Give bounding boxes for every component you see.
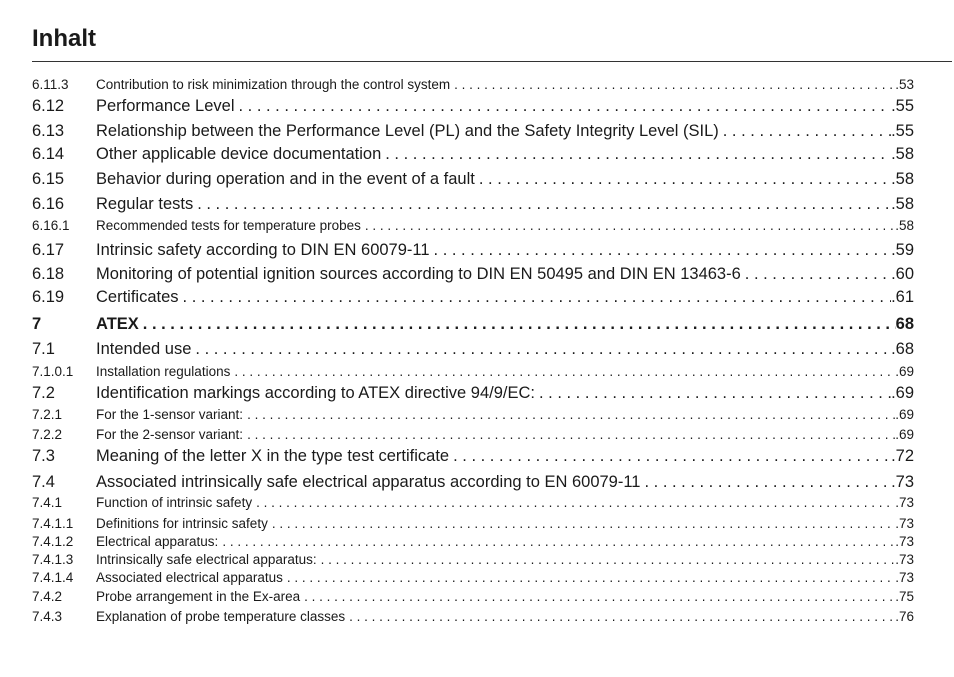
toc-leader-dots <box>283 570 895 585</box>
toc-leader-dots <box>430 241 892 260</box>
toc-entry-number: 7.4.1.2 <box>32 534 74 549</box>
toc-entry-page: .61 <box>891 288 914 306</box>
toc-entry-page: .55 <box>891 122 914 140</box>
toc-entry[interactable] <box>32 473 914 492</box>
toc-leader-dots <box>193 195 891 214</box>
toc-entry-title: Contribution to risk minimization through the control system <box>96 77 451 92</box>
toc-entry-number: 7.4.2 <box>32 589 63 604</box>
toc-entry[interactable] <box>32 97 914 116</box>
toc-entry[interactable] <box>32 552 914 567</box>
toc-entry-number: 7.1.0.1 <box>32 364 74 379</box>
toc-leader-dots <box>230 364 895 379</box>
toc-entry-number: 7.4.1.4 <box>32 570 74 585</box>
toc-leader-dots <box>139 315 896 334</box>
toc-entry-page: .76 <box>895 609 914 624</box>
toc-entry[interactable] <box>32 122 914 141</box>
toc-entry-page: .72 <box>891 447 914 465</box>
toc-leader-dots <box>191 340 891 359</box>
toc-entry-page: .73 <box>895 552 914 567</box>
toc-entry-title: Relationship between the Performance Level (PL) and the Safety Integrity Level (SIL) <box>96 122 719 140</box>
toc-entry[interactable] <box>32 241 914 260</box>
toc-entry-page: .69 <box>891 384 914 402</box>
toc-entry-page: .58 <box>895 218 914 233</box>
toc-entry[interactable] <box>32 195 914 214</box>
toc-leader-dots <box>719 122 891 141</box>
toc-entry-page: .58 <box>891 195 914 213</box>
toc-entry-number: 7.2 <box>32 384 55 402</box>
toc-entry-number: 7.4.1.1 <box>32 516 74 531</box>
toc-entry-title: ATEX <box>96 315 139 333</box>
toc-leader-dots <box>179 288 892 307</box>
toc-entry-page: .55 <box>891 97 914 115</box>
toc-entry[interactable] <box>32 364 914 379</box>
toc-leader-dots <box>345 609 895 624</box>
toc-leader-dots <box>640 473 891 492</box>
toc-entry-title: Function of intrinsic safety <box>96 495 253 510</box>
toc-entry-number: 6.15 <box>32 170 65 188</box>
toc-leader-dots <box>317 552 896 567</box>
toc-entry-number: 6.16 <box>32 195 65 213</box>
toc-entry-title: Probe arrangement in the Ex-area <box>96 589 301 604</box>
page-title: Inhalt <box>32 25 96 52</box>
toc-entry[interactable] <box>32 77 914 92</box>
toc-leader-dots <box>235 97 892 116</box>
toc-chapter-entry[interactable] <box>32 315 914 334</box>
toc-entry-title: Definitions for intrinsic safety <box>96 516 268 531</box>
toc-entry-number: 6.18 <box>32 265 65 283</box>
toc-entry[interactable] <box>32 340 914 359</box>
toc-entry-page: .60 <box>891 265 914 283</box>
toc-entry-page: .68 <box>891 340 914 358</box>
toc-entry-title: Electrical apparatus: <box>96 534 219 549</box>
toc-leader-dots <box>535 384 891 403</box>
toc-entry-page: .75 <box>895 589 914 604</box>
toc-entry[interactable] <box>32 427 914 442</box>
toc-entry-page: .58 <box>891 145 914 163</box>
toc-entry[interactable] <box>32 589 914 604</box>
toc-leader-dots <box>243 427 895 442</box>
toc-entry-number: 7.4.1.3 <box>32 552 74 567</box>
toc-entry-title: For the 1-sensor variant: <box>96 407 244 422</box>
toc-entry-number: 6.14 <box>32 145 65 163</box>
toc-leader-dots <box>218 534 895 549</box>
toc-entry-title: Performance Level <box>96 97 235 115</box>
toc-entry-number: 6.17 <box>32 241 65 259</box>
toc-entry-title: Intrinsically safe electrical apparatus: <box>96 552 317 567</box>
toc-leader-dots <box>741 265 891 284</box>
toc-entry[interactable] <box>32 145 914 164</box>
toc-entry-page: .69 <box>895 364 914 379</box>
toc-entry[interactable] <box>32 288 914 307</box>
toc-entry-number: 7.2.1 <box>32 407 63 422</box>
toc-entry-page: .53 <box>895 77 914 92</box>
toc-entry[interactable] <box>32 447 914 466</box>
toc-entry-page: 68 <box>895 315 914 333</box>
toc-entry-title: Associated intrinsically safe electrical apparatus according to EN 60079-11 <box>96 473 641 491</box>
toc-entry-page: .73 <box>895 495 914 510</box>
toc-entry-title: Intrinsic safety according to DIN EN 60079-11 <box>96 241 430 259</box>
toc-entry-number: 6.12 <box>32 97 65 115</box>
toc-entry-title: Associated electrical apparatus <box>96 570 283 585</box>
toc-entry-title: Installation regulations <box>96 364 231 379</box>
toc-entry-number: 7.4.3 <box>32 609 63 624</box>
toc-entry-title: Explanation of probe temperature classes <box>96 609 346 624</box>
toc-entry-title: Recommended tests for temperature probes <box>96 218 361 233</box>
toc-entry[interactable] <box>32 170 914 189</box>
toc-leader-dots <box>300 589 895 604</box>
toc-entry[interactable] <box>32 218 914 233</box>
toc-entry[interactable] <box>32 265 914 284</box>
toc-entry[interactable] <box>32 609 914 624</box>
toc-entry-page: .73 <box>891 473 914 491</box>
toc-entry-number: 6.13 <box>32 122 65 140</box>
toc-entry-page: .73 <box>895 534 914 549</box>
toc-entry-number: 6.11.3 <box>32 77 69 92</box>
toc-entry-page: .73 <box>895 570 914 585</box>
toc-entry-title: Certificates <box>96 288 179 306</box>
toc-leader-dots <box>361 218 895 233</box>
toc-entry[interactable] <box>32 534 914 549</box>
toc-entry-page: .69 <box>895 407 914 422</box>
toc-leader-dots <box>252 495 895 510</box>
toc-leader-dots <box>449 447 891 466</box>
toc-leader-dots <box>268 516 895 531</box>
toc-entry-number: 7.3 <box>32 447 55 465</box>
toc-entry-title: Regular tests <box>96 195 194 213</box>
toc-entry[interactable] <box>32 495 914 510</box>
toc-leader-dots <box>475 170 891 189</box>
toc-entry[interactable] <box>32 384 914 403</box>
toc-entry-title: Intended use <box>96 340 192 358</box>
toc-entry-title: Behavior during operation and in the event of a fault <box>96 170 475 188</box>
toc-entry-title: Identification markings according to ATEX directive 94/9/EC: <box>96 384 535 402</box>
toc-entry-page: .59 <box>891 241 914 259</box>
toc-entry-number: 7.4 <box>32 473 55 491</box>
toc-entry-number: 7.4.1 <box>32 495 63 510</box>
toc-entry[interactable] <box>32 407 914 422</box>
toc-entry-number: 7.2.2 <box>32 427 63 442</box>
toc-entry-title: For the 2-sensor variant: <box>96 427 244 442</box>
toc-entry-page: .58 <box>891 170 914 188</box>
toc-leader-dots <box>243 407 895 422</box>
toc-leader-dots <box>381 145 891 164</box>
toc-entry-number: 7.1 <box>32 340 55 358</box>
toc-entry-number: 6.19 <box>32 288 65 306</box>
toc-entry[interactable] <box>32 570 914 585</box>
toc-leader-dots <box>450 77 895 92</box>
toc-entry-page: .73 <box>895 516 914 531</box>
toc-entry-title: Other applicable device documentation <box>96 145 382 163</box>
toc-entry-number: 7 <box>32 315 42 333</box>
toc-entry-page: .69 <box>895 427 914 442</box>
toc-entry[interactable] <box>32 516 914 531</box>
toc-entry-title: Meaning of the letter X in the type test certificate <box>96 447 450 465</box>
toc-entry-number: 6.16.1 <box>32 218 70 233</box>
toc-entry-title: Monitoring of potential ignition sources according to DIN EN 50495 and DIN EN 13463-6 <box>96 265 741 283</box>
